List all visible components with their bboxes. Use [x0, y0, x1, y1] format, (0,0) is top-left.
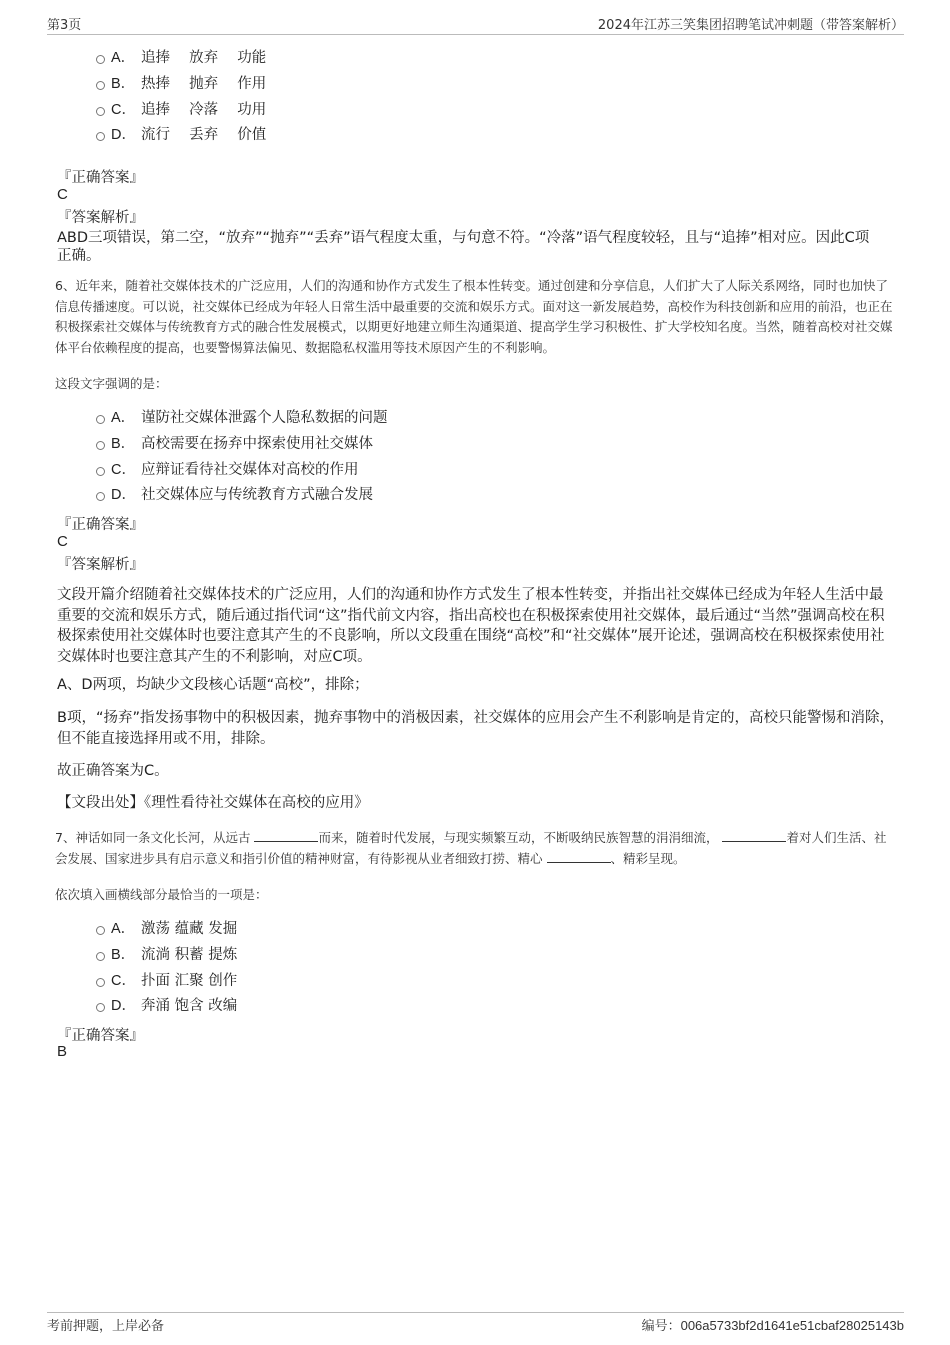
q7-options [96, 915, 237, 1018]
q7-answer: B [57, 1043, 68, 1060]
document-title: 2024年江苏三笑集团招聘笔试冲刺题（带答案解析） [597, 18, 904, 33]
radio-icon[interactable] [96, 952, 105, 961]
radio-icon[interactable] [96, 978, 105, 987]
q6-option-b[interactable]: B． 高校需要在扬弃中探索使用社交媒体 [96, 430, 388, 456]
radio-icon[interactable] [96, 107, 105, 116]
radio-icon[interactable] [96, 467, 105, 476]
radio-icon[interactable] [96, 132, 105, 141]
q5-option-b[interactable]: B． 热捧 抛弃 作用 [96, 70, 266, 96]
q7-prompt: 依次填入画横线部分最恰当的一项是： [55, 887, 268, 902]
option-text: 社交媒体应与传统教育方式融合发展 [141, 487, 373, 504]
radio-icon[interactable] [96, 81, 105, 90]
q6-analysis-label: 『答案解析』 [57, 557, 144, 573]
radio-icon[interactable] [96, 926, 105, 935]
q5-option-d[interactable]: D． 流行 丢弃 价值 [96, 121, 266, 147]
option-text: 追捧 放弃 功能 [141, 50, 267, 67]
q6-analysis-paragraph-3: B项，“扬弃”指发扬事物中的积极因素，抛弃事物中的消极因素，社交媒体的应用会产生不利影响是肯定的，高校只能警惕和消除，但不能直接选择用或不用，排除。 [57, 710, 894, 747]
option-text: 高校需要在扬弃中探索使用社交媒体 [141, 436, 373, 453]
radio-icon[interactable] [96, 55, 105, 64]
q5-options [96, 44, 266, 147]
footer-slogan: 考前押题，上岸必备 [47, 1319, 165, 1334]
q5-answer: C [57, 186, 68, 203]
q6-option-c[interactable]: C． 应辩证看待社交媒体对高校的作用 [96, 455, 388, 481]
document-code: 编号：006a5733bf2d1641e51cbaf28025143b [641, 1318, 904, 1334]
option-text: 流淌 积蓄 提炼 [141, 947, 238, 964]
q6-answer: C [57, 533, 68, 550]
page-footer [47, 1312, 904, 1335]
option-text: 热捧 抛弃 作用 [141, 76, 267, 93]
page-number: 第3页 [47, 18, 82, 33]
fill-blank-1 [254, 829, 318, 842]
q6-option-d[interactable]: D． 社交媒体应与传统教育方式融合发展 [96, 481, 388, 507]
q7-correct-answer-label: 『正确答案』 [57, 1028, 144, 1044]
q5-option-c[interactable]: C． 追捧 冷落 功用 [96, 95, 266, 121]
page-header [47, 14, 904, 35]
q5-correct-answer-label: 『正确答案』 [57, 170, 144, 186]
radio-icon[interactable] [96, 441, 105, 450]
q6-prompt: 这段文字强调的是： [55, 376, 168, 391]
q6-analysis-paragraph-2: A、D两项，均缺少文段核心话题“高校”，排除； [57, 677, 369, 693]
q6-options [96, 404, 388, 507]
q7-option-c[interactable]: C． 扑面 汇聚 创作 [96, 966, 237, 992]
q5-analysis-line2: 正确。 [57, 248, 101, 264]
option-text: 奔涌 饱含 改编 [141, 998, 238, 1015]
q7-option-d[interactable]: D． 奔涌 饱含 改编 [96, 992, 237, 1018]
q7-stem: 7、神话如同一条文化长河，从远古 而来，随着时代发展，与现实频繁互动，不断吸纳民族智慧的涓涓细流， 着对人们生活、社会发展、国家进步具有启示意义和指引价值的精神财富，有待影视从业者细致打捞、精心 、精彩呈现。 [55, 830, 887, 866]
fill-blank-3 [547, 850, 611, 863]
option-text: 追捧 冷落 功用 [141, 101, 267, 118]
q5-analysis-label: 『答案解析』 [57, 210, 144, 226]
q7-option-b[interactable]: B． 流淌 积蓄 提炼 [96, 941, 237, 967]
fill-blank-2 [722, 829, 786, 842]
radio-icon[interactable] [96, 1003, 105, 1012]
q6-option-a[interactable]: A． 谨防社交媒体泄露个人隐私数据的问题 [96, 404, 388, 430]
radio-icon[interactable] [96, 492, 105, 501]
q6-source: 【文段出处】《理性看待社交媒体在高校的应用》 [57, 795, 369, 811]
q6-analysis-paragraph-4: 故正确答案为C。 [57, 763, 169, 779]
option-text: 应辩证看待社交媒体对高校的作用 [141, 461, 359, 478]
q6-correct-answer-label: 『正确答案』 [57, 517, 144, 533]
radio-icon[interactable] [96, 415, 105, 424]
q5-option-a[interactable]: A． 追捧 放弃 功能 [96, 44, 266, 70]
q6-stem: 6、近年来，随着社交媒体技术的广泛应用，人们的沟通和协作方式发生了根本性转变。通过创建和分享信息，人们扩大了人际关系网络，同时也加快了信息传播速度。可以说，社交媒体已经成为年轻人日常生活中最重要的交流和娱乐方式。面对这一新发展趋势，高校作为科技创新和应用的前沿，也正在积极探索社交媒体与传统教育方式的融合性发展模式，以期更好地建立师生沟通渠道、提高学生学习积极性、扩大学校知名度。当然，随着高校对社交媒体平台依赖程度的提高，也要警惕算法偏见、数据隐私权滥用等技术原因产生的不利影响。 [55, 278, 893, 355]
option-text: 激荡 蕴藏 发掘 [141, 921, 238, 938]
option-text: 流行 丢弃 价值 [141, 127, 267, 144]
q7-option-a[interactable]: A． 激荡 蕴藏 发掘 [96, 915, 237, 941]
q6-analysis-paragraph-1: 文段开篇介绍随着社交媒体技术的广泛应用，人们的沟通和协作方式发生了根本性转变，并指出社交媒体已经成为年轻人生活中最重要的交流和娱乐方式，随后通过指代词“这”指代前文内容，指出高校也在积极探索使用社交媒体，最后通过“当然”强调高校在积极探索使用社交媒体时也要注意其产生的不良影响，所以文段重在围绕“高校”和“社交媒体”展开论述，强调高校在积极探索使用社交媒体时也要注意其产生的不利影响，对应C项。 [57, 587, 885, 665]
option-text: 谨防社交媒体泄露个人隐私数据的问题 [141, 410, 388, 427]
option-text: 扑面 汇聚 创作 [141, 972, 238, 989]
q5-analysis-line1: ABD三项错误，第二空，“放弃”“抛弃”“丢弃”语气程度太重，与句意不符。“冷落”语气程度较轻，且与“追捧”相对应。因此C项 [57, 230, 870, 246]
